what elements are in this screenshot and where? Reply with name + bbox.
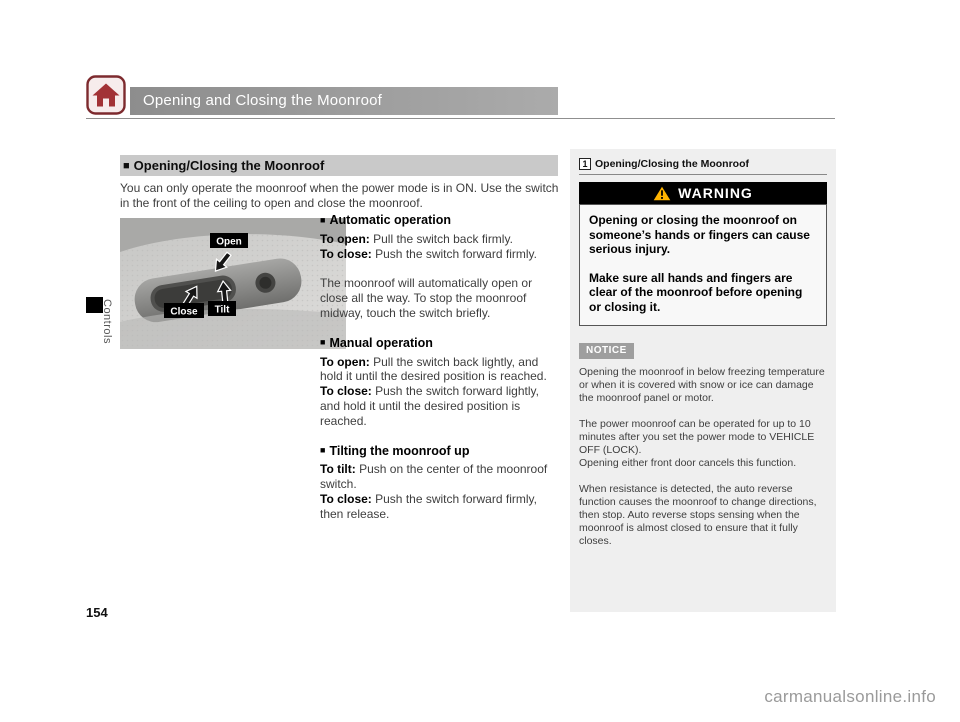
warning-box xyxy=(579,204,827,326)
subsection-heading-automatic xyxy=(320,213,560,229)
header-rule xyxy=(86,118,835,119)
home-icon[interactable] xyxy=(86,75,126,115)
reference-title: Opening/Closing the Moonroof xyxy=(595,158,749,170)
warning-triangle-icon xyxy=(653,186,671,201)
subsection-heading-label: Tilting the moonroof up xyxy=(329,443,470,458)
instruction-label: To close: xyxy=(320,384,372,399)
warning-banner xyxy=(579,182,827,204)
subsection-heading-label: Automatic operation xyxy=(329,213,451,227)
notice-paragraph: When resistance is detected, the auto reverse function causes the moonroof to change directions, then stop. Auto reverse stops sensing when the moonroof is almost closed to ensure that it fully closes. xyxy=(579,483,817,547)
page-number: 154 xyxy=(86,605,108,620)
subsection-heading-tilting xyxy=(320,444,560,460)
warning-paragraph: Make sure all hands and fingers are clear of the moonroof before opening or closing it. xyxy=(589,270,803,314)
instruction-text: Pull the switch back firmly. xyxy=(369,231,513,246)
instruction-line xyxy=(320,384,560,428)
svg-text:Open: Open xyxy=(216,236,242,248)
intro-paragraph: You can only operate the moonroof when the power mode is in ON. Use the switch in the front of the ceiling to open and close the moonroof. xyxy=(120,181,559,210)
reference-header xyxy=(579,158,827,175)
instruction-text: Push the switch forward firmly, then release. xyxy=(320,491,537,521)
svg-text:Tilt: Tilt xyxy=(214,304,230,316)
watermark: carmanualsonline.info xyxy=(764,687,936,706)
notice-badge: NOTICE xyxy=(579,343,634,359)
instruction-line xyxy=(320,247,560,262)
moonroof-switch-photo xyxy=(120,218,346,349)
section-heading xyxy=(120,155,558,176)
subsection-bullet-icon: ■ xyxy=(320,445,326,456)
svg-text:Close: Close xyxy=(170,306,198,318)
instruction-label: To open: xyxy=(320,354,370,369)
notice-section xyxy=(579,366,827,548)
subsection-heading-label: Manual operation xyxy=(329,335,433,350)
instruction-line xyxy=(320,355,560,385)
instruction-text: Push the switch forward firmly. xyxy=(371,246,537,261)
instruction-line xyxy=(320,232,560,247)
instruction-line xyxy=(320,492,560,522)
instruction-text: Pull the switch back lightly, and hold it until the desired position is reached. xyxy=(320,354,547,384)
home-icon-graphic xyxy=(86,75,126,115)
subsection-heading-manual xyxy=(320,336,560,352)
instruction-label: To open: xyxy=(320,231,370,246)
reference-icon: 1 xyxy=(579,158,591,170)
section-bullet-icon: ■ xyxy=(123,160,130,172)
notice-paragraph: The power moonroof can be operated for up to 10 minutes after you set the power mode to VEHICLE OFF (LOCK). xyxy=(579,418,815,456)
subsection-bullet-icon: ■ xyxy=(320,214,326,225)
moonroof-switch-figure xyxy=(120,218,346,349)
figure-label-close xyxy=(164,303,204,318)
page-title: Opening and Closing the Moonroof xyxy=(130,87,558,115)
instruction-text: Push the switch forward lightly, and hold it until the desired position is reached. xyxy=(320,384,539,428)
instruction-label: To close: xyxy=(320,246,372,261)
instructions-column xyxy=(320,213,560,522)
instruction-label: To tilt: xyxy=(320,462,356,477)
section-heading-label: Opening/Closing the Moonroof xyxy=(133,158,325,173)
figure-label-tilt xyxy=(208,301,236,316)
notice-paragraph: Opening the moonroof in below freezing temperature or when it is covered with snow or ice can damage the moonroof panel or motor. xyxy=(579,366,825,404)
instruction-paragraph: The moonroof will automatically open or close all the way. To stop the moonroof midway, touch the switch briefly. xyxy=(320,276,533,320)
figure-label-open xyxy=(210,233,248,248)
instruction-line xyxy=(320,462,560,492)
instruction-text: Push on the center of the moonroof switch. xyxy=(320,462,548,492)
notice-paragraph: Opening either front door cancels this function. xyxy=(579,457,797,469)
chapter-label: Controls xyxy=(101,299,113,344)
warning-label: WARNING xyxy=(678,185,753,201)
instruction-label: To close: xyxy=(320,491,372,506)
warning-paragraph: Opening or closing the moonroof on someone’s hands or fingers can cause serious injury. xyxy=(589,213,810,256)
reference-sidebar xyxy=(570,149,836,612)
subsection-bullet-icon: ■ xyxy=(320,337,326,348)
